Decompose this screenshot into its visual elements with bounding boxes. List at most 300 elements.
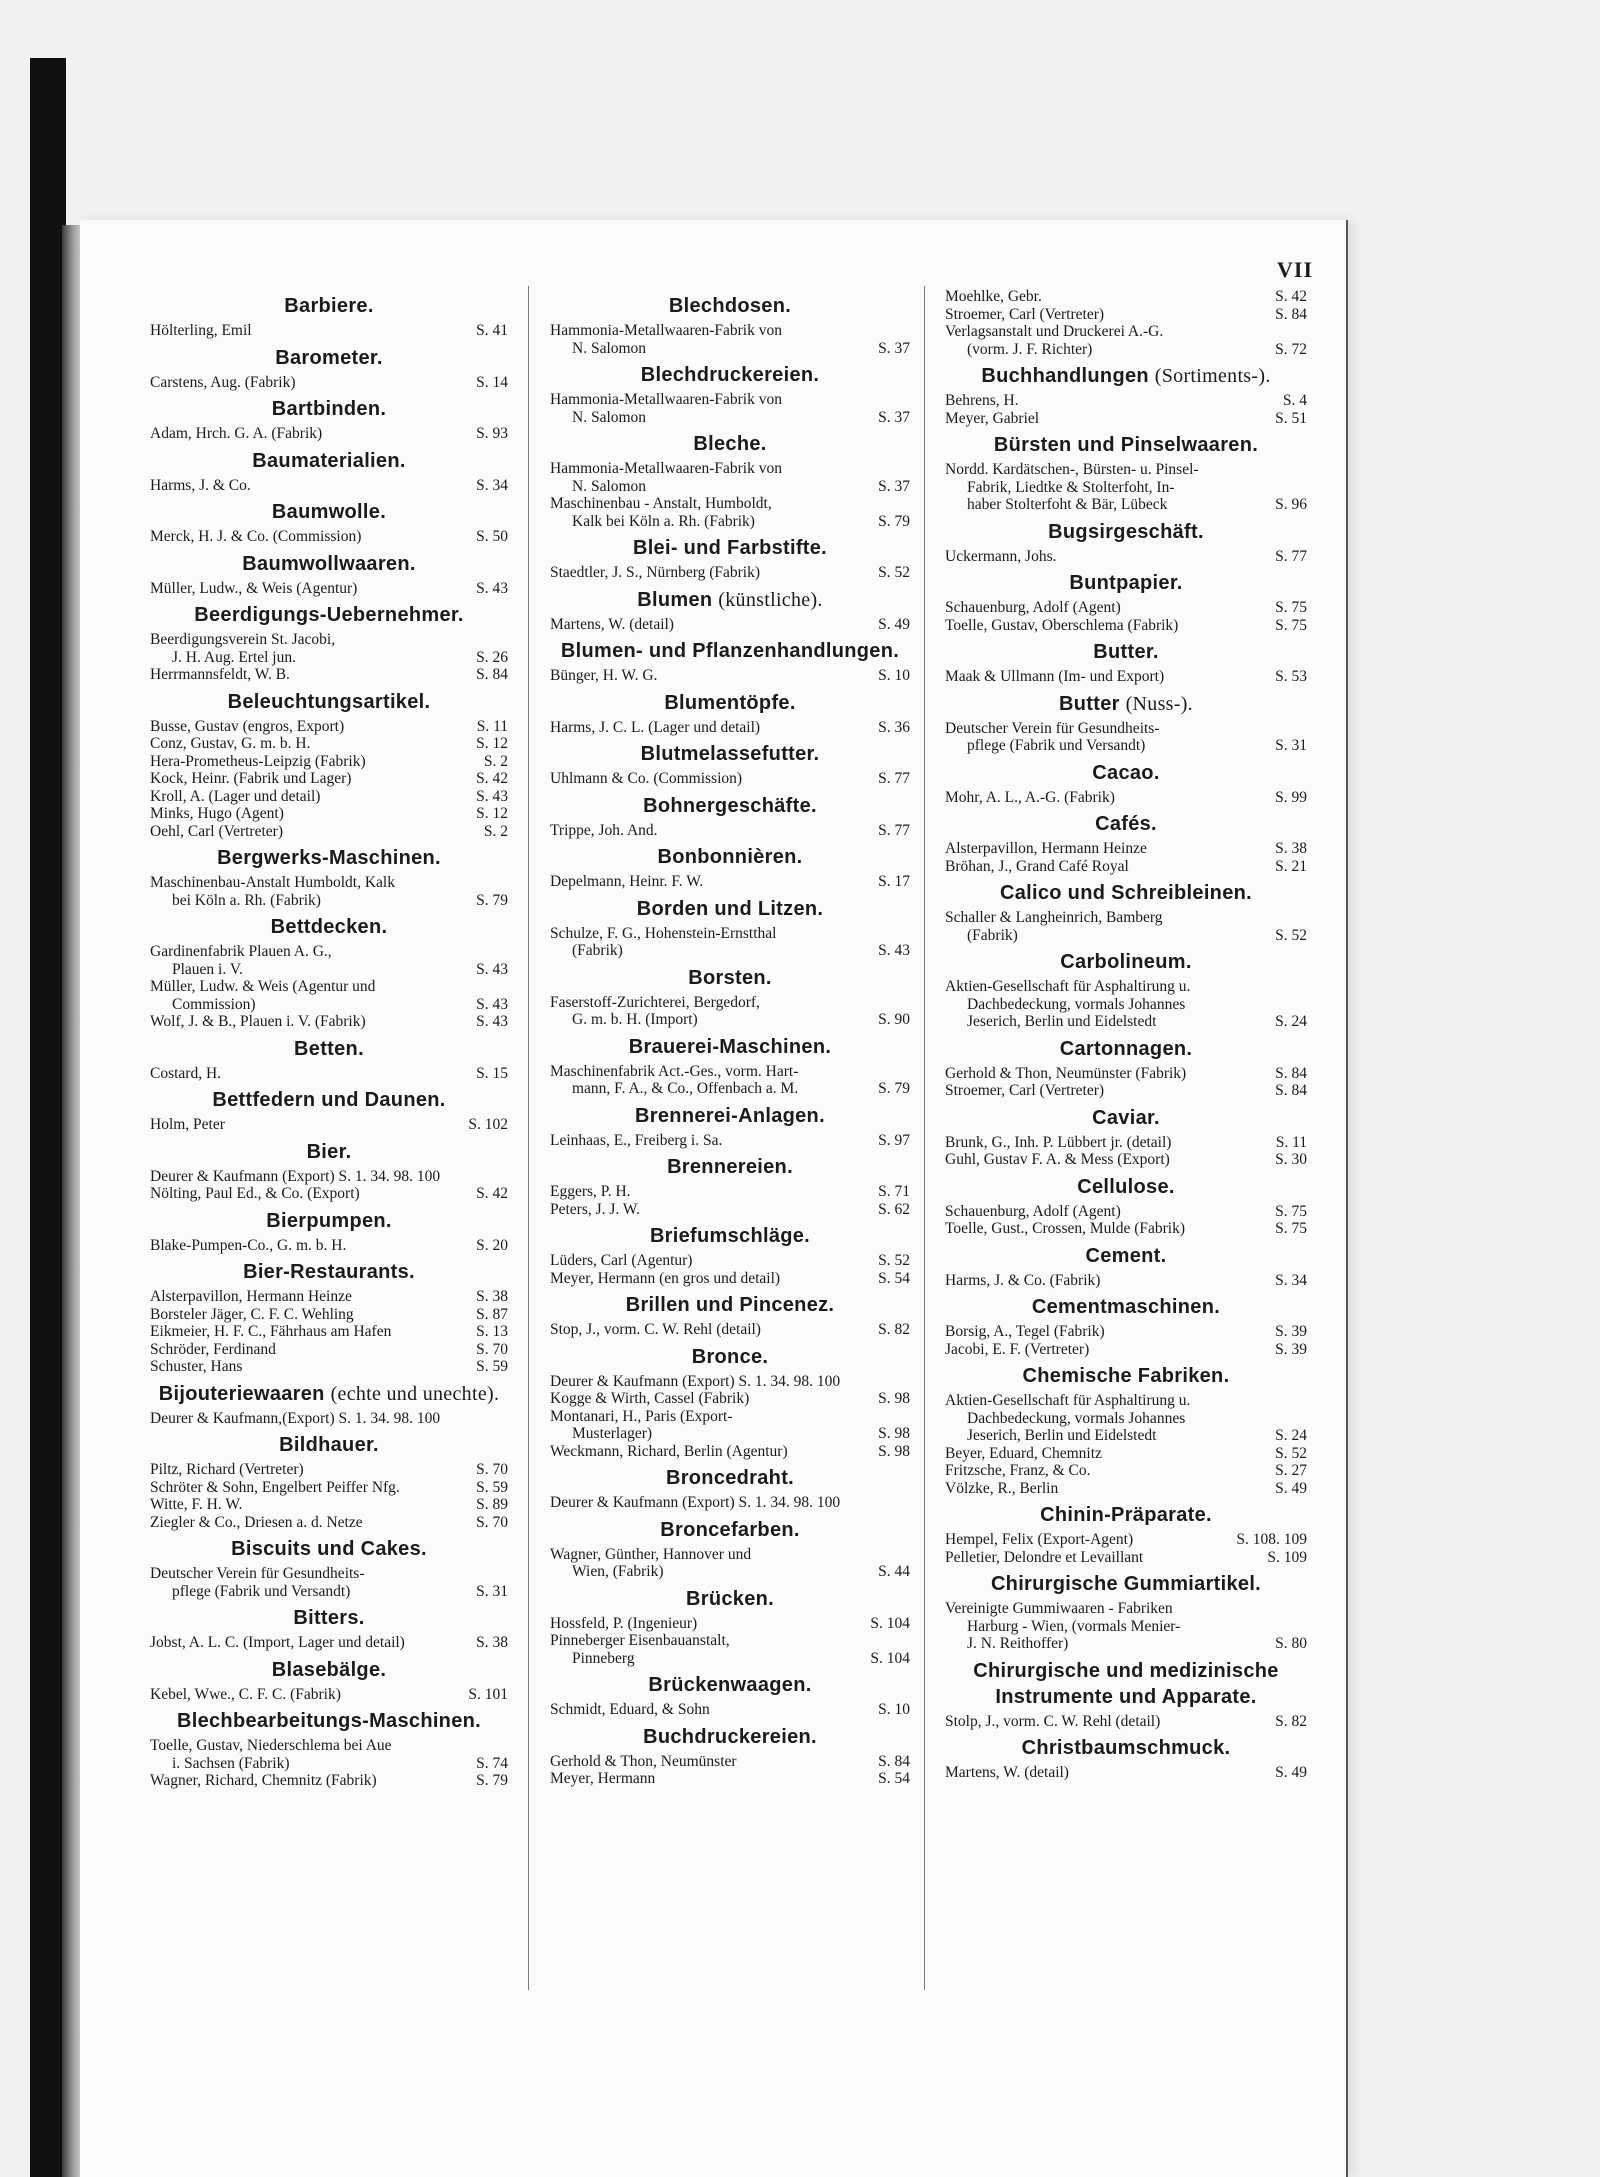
page-reference: S. 43: [476, 579, 508, 597]
entry-line: N. Salomon: [572, 339, 647, 357]
entry-line: Jeserich, Berlin und Eidelstedt: [967, 1427, 1157, 1444]
category-heading: [550, 535, 910, 561]
entry-line: (vorm. J. F. Richter): [967, 340, 1093, 358]
entry-name: [550, 1201, 878, 1219]
entry-name: [945, 1341, 1275, 1359]
category-title: Blechdruckereien.: [640, 364, 820, 386]
page-reference: S. 93: [476, 425, 508, 442]
entry-name: [150, 649, 476, 667]
entry-line: Jobst, A. L. C. (Import, Lager und detail): [150, 1634, 405, 1651]
page-reference: S. 75: [1275, 616, 1307, 634]
category-heading: [550, 1586, 910, 1612]
entry-line: Peters, J. J. W.: [550, 1200, 640, 1218]
directory-entry: [945, 1082, 1307, 1100]
category-heading: [550, 587, 910, 613]
entry-line: Hölterling, Emil: [150, 322, 252, 339]
directory-entry: [150, 805, 508, 823]
entry-line: Schauenburg, Adolf (Agent): [945, 599, 1121, 616]
entry-line: Stroemer, Carl (Vertreter): [945, 305, 1105, 323]
page-reference: S. 90: [878, 1011, 910, 1028]
entry-line: Beerdigungsverein St. Jacobi,: [150, 631, 336, 648]
page-reference: S. 38: [476, 1634, 508, 1651]
page-reference: S. 70: [476, 1513, 508, 1531]
directory-entry: [150, 753, 508, 771]
directory-entry: [945, 789, 1307, 807]
entry-line: Maschinenbau - Anstalt, Humboldt,: [550, 495, 772, 512]
entry-line: Holm, Peter: [150, 1116, 225, 1133]
entry-line: Deurer & Kaufmann (Export) S. 1. 34. 98. 100: [150, 1167, 441, 1185]
directory-entry: [150, 770, 508, 788]
category-heading: [945, 1036, 1307, 1062]
category-title: Barometer.: [275, 346, 383, 369]
entry-line: Faserstoff-Zurichterei, Bergedorf,: [550, 993, 760, 1011]
entry-name: [945, 306, 1275, 324]
page-reference: S. 59: [476, 1478, 508, 1496]
directory-entry: [150, 1065, 508, 1083]
directory-entry: [945, 1065, 1307, 1083]
directory-entry: [550, 925, 910, 960]
page-reference: S. 102: [468, 1116, 508, 1133]
category-title: Cafés.: [1095, 813, 1157, 835]
directory-entry: [150, 1288, 508, 1306]
category-heading: [550, 1724, 910, 1750]
category-title: Buntpapier.: [1069, 572, 1183, 594]
directory-entry: [150, 1237, 508, 1255]
entry-line: bei Köln a. Rh. (Fabrik): [172, 891, 321, 909]
category-heading: [550, 293, 910, 319]
entry-name: [150, 322, 476, 340]
page-reference: S. 43: [476, 1013, 508, 1030]
directory-entry: [945, 599, 1307, 617]
directory-entry: [150, 1341, 508, 1359]
entry-line: Beyer, Eduard, Chemnitz: [945, 1444, 1102, 1462]
entry-line: Deutscher Verein für Gesundheits-: [150, 1565, 365, 1582]
entry-line: Musterlager): [572, 1425, 653, 1442]
category-title: Bettdecken.: [270, 916, 388, 938]
category-heading: [945, 639, 1307, 665]
page-reference: S. 11: [476, 717, 508, 735]
page-reference: S. 97: [878, 1131, 910, 1149]
page-reference: S. 43: [476, 995, 508, 1013]
directory-entry: [150, 425, 508, 443]
directory-entry: [945, 978, 1307, 1031]
page-reference: S. 21: [1275, 857, 1307, 875]
entry-line: N. Salomon: [572, 477, 647, 495]
index-column-3: [945, 288, 1307, 1782]
page-reference: S. 96: [1275, 496, 1307, 513]
category-title: Butter.: [1093, 641, 1159, 663]
page-reference: S. 49: [1275, 1479, 1307, 1497]
page-reference: S. 34: [476, 476, 508, 494]
category-title: Briefumschläge.: [649, 1225, 811, 1247]
page-reference: S. 50: [476, 528, 508, 545]
category-heading: [150, 1657, 508, 1683]
page-reference: S. 42: [476, 770, 508, 787]
entry-line: Minks, Hugo (Agent): [150, 805, 284, 822]
category-heading: [550, 1223, 910, 1249]
category-heading: [550, 638, 910, 664]
directory-entry: [150, 374, 508, 392]
entry-name: [945, 1082, 1275, 1100]
entry-name: [150, 1013, 476, 1031]
entry-name: [550, 719, 878, 737]
entry-name: [550, 1632, 870, 1667]
page-reference: S. 52: [878, 564, 910, 581]
category-heading: [945, 760, 1307, 786]
category-heading: [150, 448, 508, 474]
entry-line: Maschinenbau-Anstalt Humboldt, Kalk: [150, 874, 395, 891]
entry-line: Alsterpavillon, Hermann Heinze: [945, 840, 1147, 857]
directory-entry: [945, 1220, 1307, 1238]
entry-line: Staedtler, J. S., Nürnberg (Fabrik): [550, 564, 761, 581]
entry-line: Schröder, Ferdinand: [150, 1340, 276, 1358]
page-reference: S. 34: [1275, 1271, 1307, 1289]
directory-entry: [945, 306, 1307, 324]
entry-line: Deurer & Kaufmann,(Export) S. 1. 34. 98. 100: [150, 1409, 441, 1427]
entry-line: Borsteler Jäger, C. F. C. Wehling: [150, 1305, 354, 1323]
page-reference: S. 39: [1275, 1340, 1307, 1358]
entry-name: [945, 789, 1275, 807]
page-reference: S. 54: [878, 1269, 910, 1287]
entry-line: Deutscher Verein für Gesundheits-: [945, 719, 1160, 737]
entry-name: [945, 1480, 1275, 1498]
directory-entry: [550, 1408, 910, 1443]
category-heading: [945, 1658, 1307, 1710]
directory-entry: [150, 1496, 508, 1514]
category-title: Christbaumschmuck.: [1021, 1737, 1231, 1759]
entry-name: [150, 425, 476, 443]
category-title: Blumen- und Pflanzenhandlungen.: [560, 640, 900, 662]
directory-entry: [550, 873, 910, 891]
directory-entry: [150, 649, 508, 667]
page-reference: S. 43: [878, 942, 910, 959]
category-heading: [150, 1208, 508, 1234]
directory-entry: [550, 1390, 910, 1408]
directory-entry: [150, 1306, 508, 1324]
page-reference: S. 84: [1275, 305, 1307, 323]
entry-name: [150, 1341, 476, 1359]
entry-name: [945, 288, 1275, 306]
page-reference: S. 49: [1275, 1764, 1307, 1781]
entry-line: (Fabrik): [572, 942, 623, 959]
entry-name: [550, 873, 878, 891]
entry-line: Maak & Ullmann (Im- und Export): [945, 668, 1165, 685]
category-heading: [550, 1103, 910, 1129]
page-reference: S. 41: [476, 322, 508, 339]
category-title: Bierpumpen.: [266, 1209, 392, 1232]
directory-entry: [550, 391, 910, 426]
page-reference: S. 51: [1275, 409, 1307, 427]
category-heading: [150, 602, 508, 628]
page-reference: S. 70: [476, 1340, 508, 1358]
entry-name: [150, 580, 476, 598]
entry-line: Toelle, Gustav, Niederschlema bei Aue: [150, 1737, 392, 1754]
entry-line: Jeserich, Berlin und Eidelstedt: [967, 1013, 1157, 1030]
directory-entry: [945, 1764, 1307, 1782]
directory-entry: [945, 288, 1307, 306]
entry-line: Schauenburg, Adolf (Agent): [945, 1202, 1121, 1220]
page-reference: S. 53: [1275, 668, 1307, 685]
category-qualifier: (künstliche).: [718, 588, 823, 611]
directory-entry: [945, 1462, 1307, 1480]
entry-line: Depelmann, Heinr. F. W.: [550, 873, 704, 890]
entry-name: [550, 495, 878, 530]
page-reference: S. 27: [1275, 1462, 1307, 1479]
category-title: Bronce.: [691, 1345, 769, 1368]
page-reference: S. 74: [476, 1754, 508, 1772]
entry-line: Hammonia-Metallwaaren-Fabrik von: [550, 460, 782, 477]
page-reference: S. 11: [1275, 1133, 1307, 1151]
category-heading: [550, 431, 910, 457]
category-heading: [150, 1259, 508, 1285]
category-heading: [945, 363, 1307, 389]
page-reference: S. 59: [476, 1358, 508, 1375]
directory-entry: [945, 1480, 1307, 1498]
directory-entry: [150, 477, 508, 495]
entry-line: Busse, Gustav (engros, Export): [150, 717, 345, 735]
entry-line: Stolp, J., vorm. C. W. Rehl (detail): [945, 1712, 1161, 1730]
directory-entry: [550, 1632, 910, 1667]
column-divider: [528, 286, 529, 1990]
entry-line: Dachbedeckung, vormals Johannes: [967, 995, 1186, 1013]
entry-line: Schuster, Hans: [150, 1358, 243, 1375]
entry-line: (Fabrik): [967, 926, 1018, 944]
index-column-2: [550, 288, 910, 1788]
entry-name: [945, 1713, 1275, 1731]
page-reference: S. 52: [1275, 1444, 1307, 1462]
directory-entry: [945, 1549, 1307, 1567]
page-reference: S. 75: [1275, 599, 1307, 616]
entry-name: [945, 840, 1275, 858]
category-title: Bier.: [306, 1140, 352, 1163]
category-heading: [150, 1139, 508, 1165]
entry-line: i. Sachsen (Fabrik): [172, 1754, 290, 1772]
entry-line: Jacobi, E. F. (Vertreter): [945, 1340, 1090, 1358]
entry-line: J. N. Reithoffer): [967, 1635, 1069, 1652]
gutter-shadow: [62, 225, 80, 2177]
directory-entry: [150, 1185, 508, 1203]
entry-name: [150, 1496, 476, 1514]
category-title: Carbolineum.: [1060, 951, 1192, 973]
directory-entry: [550, 1494, 910, 1512]
page-reference: S. 10: [878, 667, 910, 684]
directory-entry: [550, 770, 910, 788]
entry-line: Eikmeier, H. F. C., Fährhaus am Hafen: [150, 1323, 392, 1340]
entry-name: [150, 1358, 476, 1376]
entry-line: Lüders, Carl (Agentur): [550, 1252, 693, 1269]
entry-name: [550, 391, 878, 426]
category-title: Cartonnagen.: [1059, 1037, 1193, 1060]
category-title: Betten.: [294, 1037, 364, 1060]
entry-name: [945, 1151, 1275, 1169]
page-reference: S. 77: [1275, 547, 1307, 565]
entry-name: [945, 323, 1275, 358]
entry-name: [945, 909, 1275, 944]
entry-name: [150, 1116, 468, 1134]
directory-entry: [550, 1753, 910, 1771]
entry-line: Nölting, Paul Ed., & Co. (Export): [150, 1185, 360, 1202]
category-heading: [945, 880, 1307, 906]
page-reference: S. 84: [1275, 1064, 1307, 1082]
entry-name: [550, 322, 878, 357]
page-reference: S. 82: [1275, 1712, 1307, 1730]
entry-line: pflege (Fabrik und Versandt): [172, 1582, 351, 1600]
entry-name: [550, 994, 878, 1029]
category-title: Brillen und Pincenez.: [625, 1294, 835, 1316]
entry-line: Schaller & Langheinrich, Bamberg: [945, 909, 1163, 926]
page-reference: S. 12: [476, 735, 508, 752]
page-reference: S. 36: [878, 718, 910, 736]
entry-name: [550, 1408, 878, 1443]
entry-line: Wagner, Richard, Chemnitz (Fabrik): [150, 1772, 377, 1789]
directory-entry: [550, 1270, 910, 1288]
entry-line: Brunk, G., Inh. P. Lübbert jr. (detail): [945, 1133, 1172, 1151]
entry-line: Adam, Hrch. G. A. (Fabrik): [150, 425, 323, 442]
page-reference: S. 87: [476, 1305, 508, 1323]
entry-name: [550, 616, 878, 634]
entry-line: Costard, H.: [150, 1064, 222, 1082]
entry-line: Deurer & Kaufmann (Export) S. 1. 34. 98. 100: [550, 1372, 841, 1390]
page-reference: S. 79: [476, 891, 508, 909]
entry-name: [150, 631, 508, 649]
entry-line: Uhlmann & Co. (Commission): [550, 770, 743, 787]
directory-entry: [150, 1410, 508, 1428]
category-heading: [550, 844, 910, 870]
entry-name: [150, 477, 476, 495]
category-heading: [150, 914, 508, 940]
category-heading: [150, 845, 508, 871]
page-reference: S. 77: [878, 821, 910, 839]
category-title: Bohnergeschäfte.: [643, 794, 817, 817]
directory-entry: [550, 994, 910, 1029]
entry-line: Plauen i. V.: [172, 960, 243, 978]
directory-entry: [945, 668, 1307, 686]
entry-line: Dachbedeckung, vormals Johannes: [967, 1409, 1186, 1427]
category-title: Borsten.: [688, 966, 772, 989]
entry-line: Conz, Gustav, G. m. b. H.: [150, 735, 311, 752]
entry-name: [945, 1445, 1275, 1463]
entry-name: [945, 720, 1275, 755]
category-heading: [550, 1292, 910, 1318]
category-heading: [150, 1087, 508, 1113]
page-number: VII: [1277, 257, 1314, 282]
entry-line: Nordd. Kardätschen-, Bürsten- u. Pinsel-: [945, 461, 1199, 478]
directory-entry: [945, 720, 1307, 755]
category-heading: [945, 519, 1307, 545]
directory-entry: [150, 1634, 508, 1652]
category-heading: [945, 1363, 1307, 1389]
directory-entry: [550, 1321, 910, 1339]
category-title: Borden und Litzen.: [636, 897, 824, 920]
entry-line: Gerhold & Thon, Neumünster: [550, 1752, 737, 1770]
entry-name: [550, 770, 878, 788]
entry-name: [945, 410, 1275, 428]
entry-name: [945, 392, 1283, 410]
category-title: Bonbonnièren.: [657, 846, 803, 868]
page-reference: S. 24: [1275, 1427, 1307, 1444]
category-heading: [150, 551, 508, 577]
page-reference: S. 10: [878, 1701, 910, 1718]
page-reference: S. 17: [878, 873, 910, 890]
entry-name: [945, 1134, 1276, 1152]
entry-line: Moehlke, Gebr.: [945, 288, 1042, 305]
category-heading: [150, 396, 508, 422]
category-title: Cementmaschinen.: [1031, 1296, 1221, 1318]
directory-entry: [150, 978, 508, 1013]
page-reference: S. 72: [1275, 340, 1307, 358]
page-reference: S. 98: [878, 1425, 910, 1442]
entry-name: [945, 858, 1275, 876]
entry-name: [150, 943, 476, 978]
directory-entry: [550, 322, 910, 357]
entry-name: [150, 1306, 476, 1324]
category-title: Buchhandlungen: [981, 365, 1149, 387]
directory-entry: [150, 631, 508, 649]
entry-line: Trippe, Joh. And.: [550, 821, 658, 839]
page-reference: S. 98: [878, 1442, 910, 1460]
category-heading: [550, 1344, 910, 1370]
category-heading: [550, 1154, 910, 1180]
entry-name: [945, 548, 1275, 566]
entry-line: Hammonia-Metallwaaren-Fabrik von: [550, 391, 782, 408]
entry-name: [150, 753, 484, 771]
directory-entry: [945, 1713, 1307, 1731]
entry-line: Deurer & Kaufmann (Export) S. 1. 34. 98. 100: [550, 1494, 841, 1511]
entry-name: [150, 666, 476, 684]
category-title: Calico und Schreibleinen.: [1000, 882, 1252, 904]
category-title: Blei- und Farbstifte.: [632, 537, 828, 559]
directory-entry: [945, 909, 1307, 944]
directory-entry: [945, 1272, 1307, 1290]
entry-line: Montanari, H., Paris (Export-: [550, 1407, 733, 1425]
entry-line: Blake-Pumpen-Co., G. m. b. H.: [150, 1236, 347, 1254]
directory-entry: [945, 410, 1307, 428]
category-title: Butter: [1059, 692, 1120, 715]
entry-name: [550, 1615, 870, 1633]
entry-line: Hempel, Felix (Export-Agent): [945, 1531, 1134, 1548]
category-title: Baumwollwaaren.: [242, 552, 416, 575]
entry-name: [150, 1168, 508, 1186]
category-heading: [550, 741, 910, 767]
page-reference: S. 98: [878, 1390, 910, 1407]
category-title: Beerdigungs-Uebernehmer.: [194, 604, 464, 626]
entry-line: Schmidt, Eduard, & Sohn: [550, 1701, 710, 1718]
entry-name: [150, 1461, 476, 1479]
category-heading: [945, 432, 1307, 458]
entry-line: Toelle, Gust., Crossen, Mulde (Fabrik): [945, 1220, 1185, 1237]
entry-name: [550, 1546, 878, 1581]
directory-entry: [550, 1132, 910, 1150]
page-reference: S. 4: [1282, 392, 1307, 409]
entry-line: Guhl, Gustav F. A. & Mess (Export): [945, 1151, 1170, 1168]
entry-line: Hossfeld, P. (Ingenieur): [550, 1614, 698, 1632]
book-spine: [30, 58, 66, 2177]
directory-entry: [150, 1116, 508, 1134]
page-reference: S. 42: [476, 1185, 508, 1202]
entry-name: [945, 1272, 1275, 1290]
directory-entry: [945, 392, 1307, 410]
page-reference: S. 79: [878, 512, 910, 530]
page-reference: S. 75: [1275, 1202, 1307, 1220]
directory-entry: [150, 1479, 508, 1497]
entry-line: Commission): [172, 995, 256, 1013]
page-reference: S. 37: [878, 477, 910, 495]
category-heading: [150, 1432, 508, 1458]
category-heading: [550, 965, 910, 991]
directory-entry: [550, 1252, 910, 1270]
entry-name: [550, 1132, 878, 1150]
entry-name: [150, 823, 484, 841]
